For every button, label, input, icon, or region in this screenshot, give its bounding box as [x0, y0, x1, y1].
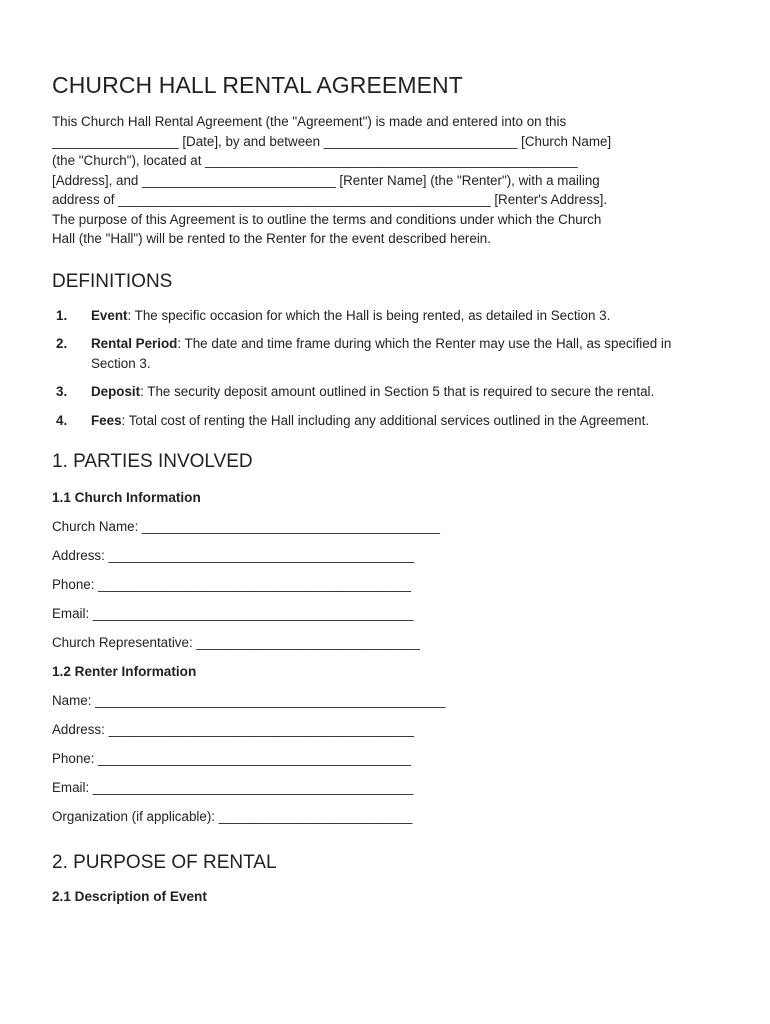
definitions-heading: DEFINITIONS — [52, 270, 173, 292]
renter-info-heading: 1.2 Renter Information — [52, 664, 197, 679]
definition-number: 3. — [56, 384, 68, 399]
renter-email-field: Email: ___________________________________________ — [52, 780, 414, 795]
definition-text: : Total cost of renting the Hall including any additional services outlined in the Agreement. — [121, 412, 650, 428]
renter-address-field: Address: _________________________________________ — [52, 722, 414, 737]
definition-number: 1. — [56, 307, 68, 323]
purpose-heading: 2. PURPOSE OF RENTAL — [52, 852, 277, 873]
definition-item — [52, 382, 712, 402]
intro-paragraph: This Church Hall Rental Agreement (the "Agreement") is made and entered into on this _________________ [Date], by and between __________________________ [Church Name] (the "Church"), located at __________________________________________________ [Address], and __________________________ [Renter Name] (the "Renter"), with a mailing address of __________________________________________________ [Renter's Address]. The purpose of this Agreement is to outline the terms and conditions under which the Church Hall (the "Hall") will be rented to the Renter for the event described herein. — [52, 114, 612, 246]
definition-term: Deposit — [91, 384, 141, 399]
definition-item — [52, 306, 712, 326]
parties-heading: 1. PARTIES INVOLVED — [52, 451, 253, 472]
definition-term: Fees — [91, 412, 122, 428]
definition-text: : The security deposit amount outlined in Section 5 that is required to secure the rental. — [140, 384, 655, 399]
church-address-field: Address: _________________________________________ — [52, 548, 414, 563]
event-description-heading: 2.1 Description of Event — [52, 889, 207, 904]
renter-phone-field: Phone: __________________________________________ — [52, 751, 411, 766]
church-info-heading: 1.1 Church Information — [52, 490, 201, 505]
document-page — [52, 70, 712, 906]
church-representative-field: Church Representative: ______________________________ — [52, 635, 420, 650]
definition-number: 2. — [56, 336, 68, 351]
renter-name-field: Name: _______________________________________________ — [52, 693, 446, 708]
definition-term: Rental Period — [91, 336, 178, 351]
definition-text: : The date and time frame during which the Renter may use the Hall, as specified in Section 3. — [91, 336, 672, 371]
definition-text: : The specific occasion for which the Hall is being rented, as detailed in Section 3. — [127, 307, 611, 323]
definition-number: 4. — [56, 412, 68, 428]
renter-organization-field: Organization (if applicable): __________________________ — [52, 809, 413, 824]
church-name-field: Church Name: ________________________________________ — [52, 519, 440, 534]
church-email-field: Email: ___________________________________________ — [52, 606, 414, 621]
definition-item — [52, 411, 712, 431]
church-phone-field: Phone: __________________________________________ — [52, 577, 411, 592]
definition-term: Event — [91, 307, 128, 323]
definition-item — [52, 334, 712, 373]
definitions-list — [52, 306, 712, 431]
document-title: CHURCH HALL RENTAL AGREEMENT — [52, 72, 463, 98]
